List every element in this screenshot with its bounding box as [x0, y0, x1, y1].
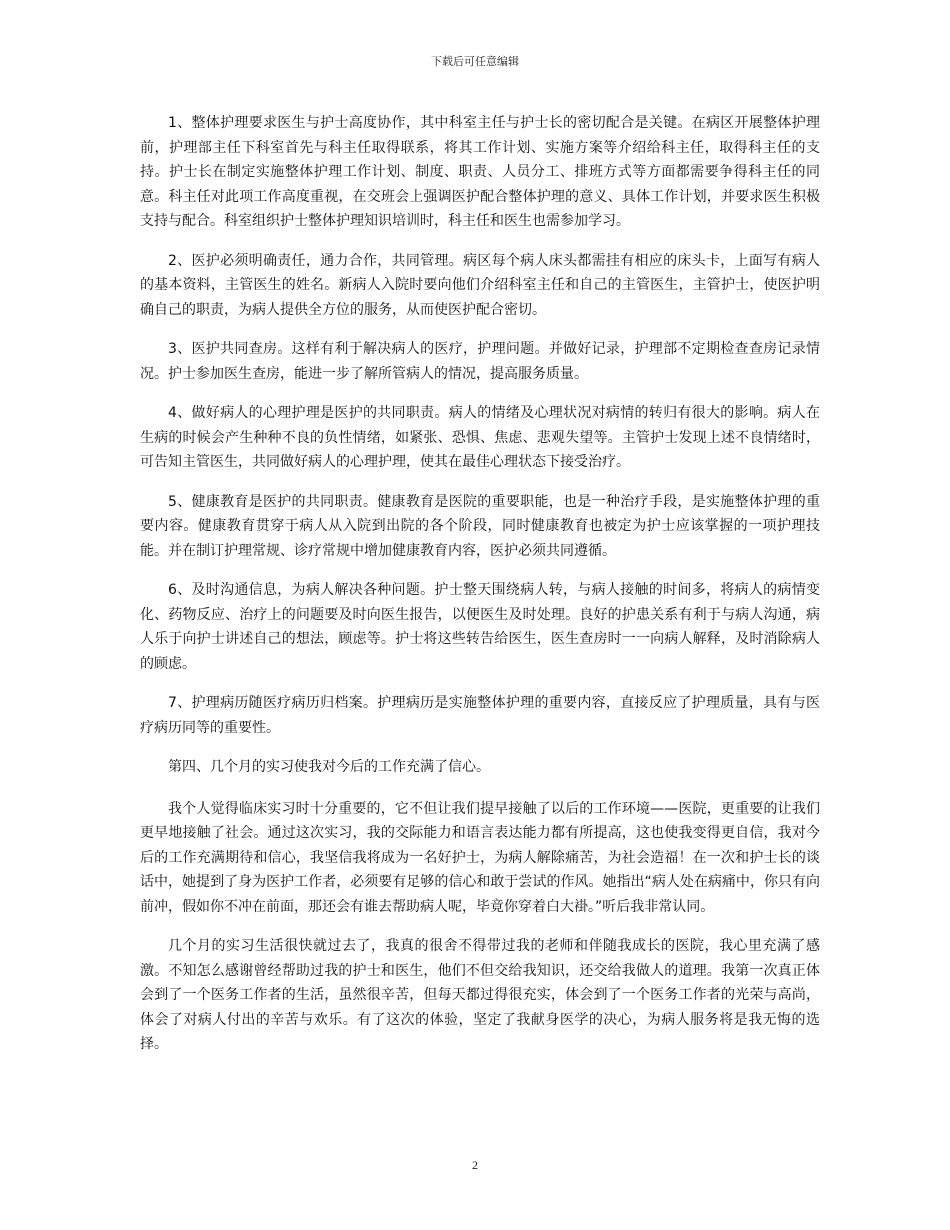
paragraph-item-3: 3、医护共同查房。这样有利于解决病人的医疗，护理问题。并做好记录，护理部不定期检查查房记录情况。护士参加医生查房，能进一步了解所管病人的情况，提高服务质量。	[140, 341, 820, 382]
section-heading: 第四、几个月的实习使我对今后的工作充满了信心。	[168, 759, 490, 775]
paragraph-item-7: 7、护理病历随医疗病历归档案。护理病历是实施整体护理的重要内容，直接反应了护理质量，具有与医疗病历同等的重要性。	[140, 695, 820, 736]
paragraph-item-2: 2、医护必须明确责任，通力合作，共同管理。病区每个病人床头都需挂有相应的床头卡，上面写有病人的基本资料，主管医生的姓名。新病人入院时要向他们介绍科室主任和自己的主管医生，主管护士，使医护明确自己的职责，为病人提供全方位的服务，从而使医护配合密切。	[140, 252, 820, 318]
paragraph-item-4: 4、做好病人的心理护理是医护的共同职责。病人的情绪及心理状况对病情的转归有很大的影响。病人在生病的时候会产生种种不良的负性情绪，如紧张、恐惧、焦虑、悲观失望等。主管护士发现上述不良情绪时，可告知主管医生，共同做好病人的心理护理，使其在最佳心理状态下接受治疗。	[140, 405, 820, 470]
page-header: 下载后可任意编辑	[431, 55, 519, 68]
paragraph-item-1: 1、整体护理要求医生与护士高度协作，其中科室主任与护士长的密切配合是关键。在病区开展整体护理前，护理部主任下科室首先与科主任取得联系，将其工作计划、实施方案等介绍给科主任，取得科主任的支持。护士长在制定实施整体护理工作计划、制度、职责、人员分工、排班方式等方面都需要争得科主任的同意。科主任对此项工作高度重视，在交班会上强调医护配合整体护理的意义、具体工作计划，并要求医生积极支持与配合。科室组织护士整体护理知识培训时，科主任和医生也需参加学习。	[140, 115, 820, 229]
paragraph-item-6: 6、及时沟通信息，为病人解决各种问题。护士整天围绕病人转，与病人接触的时间多，将病人的病情变化、药物反应、治疗上的问题要及时向医生报告，以便医生及时处理。良好的护患关系有利于与病人沟通，病人乐于向护士讲述自己的想法，顾虑等。护士将这些转告给医生，医生查房时一一向病人解释，及时消除病人的顾虑。	[140, 582, 820, 672]
document-body	[140, 111, 820, 1072]
page-number: 2	[472, 1158, 478, 1172]
paragraph-reflection: 我个人觉得临床实习时十分重要的，它不但让我们提早接触了以后的工作环境——医院，更重要的让我们更早地接触了社会。通过这次实习，我的交际能力和语言表达能力都有所提高，这也使我变得更自信，我对今后的工作充满期待和信心，我坚信我将成为一名好护士，为病人解除痛苦，为社会造福！在一次和护士长的谈话中，她提到了身为医护工作者，必须要有足够的信心和敢于尝试的作风。她指出“病人处在病痛中，你只有向前冲，假如你不冲在前面，那还会有谁去帮助病人呢，毕竟你穿着白大褂。”听后我非常认同。	[140, 800, 820, 915]
paragraph-item-5: 5、健康教育是医护的共同职责。健康教育是医院的重要职能，也是一种治疗手段，是实施整体护理的重要内容。健康教育贯穿于病人从入院到出院的各个阶段，同时健康教育也被定为护士应该掌握的一项护理技能。并在制订护理常规、诊疗常规中增加健康教育内容，医护必须共同遵循。	[140, 493, 820, 559]
paragraph-closing: 几个月的实习生活很快就过去了，我真的很舍不得带过我的老师和伴随我成长的医院，我心里充满了感激。不知怎么感谢曾经帮助过我的护士和医生，他们不但交给我知识，还交给我做人的道理。我第一次真正体会到了一个医务工作者的生活，虽然很辛苦，但每天都过得很充实，体会到了一个医务工作者的光荣与高尚，体会了对病人付出的辛苦与欢乐。有了这次的体验，坚定了我献身医学的决心，为病人服务将是我无悔的选择。	[140, 938, 820, 1052]
